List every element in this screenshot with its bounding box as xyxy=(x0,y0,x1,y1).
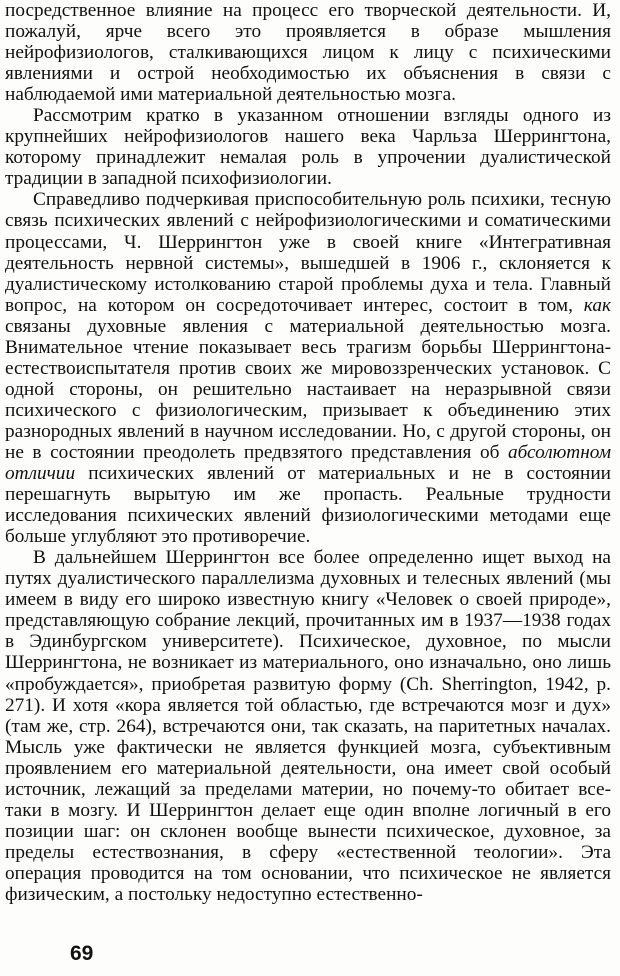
text-segment: Справедливо подчеркивая приспособительную роль психики, тесную связь психических явлений с нейрофизиологическими и соматическими процессами, Ч. Шеррингтон уже в своей книге «Интегративная деятельность нервной системы», вышедшей в 1906 г., склоняется к дуалистическому истолкованию старой проблемы духа и тела. Главный вопрос, на котором он сосредоточивает интерес, состоит в том, xyxy=(5,189,611,316)
italic-emphasis: как xyxy=(583,294,611,316)
text-segment: психических явлений от материальных и не в состоянии перешагнуть вырытую им же пропасть. Реальные трудности исследования психических явлений физиологическими методами еще больше углубляют это противоречие. xyxy=(5,463,611,548)
italic-emphasis: абсолютном отличии xyxy=(5,441,611,485)
body-text xyxy=(5,0,611,905)
text-segment: связаны духовные явления с материальной деятельностью мозга. Внимательное чтение показывает весь трагизм борьбы Шеррингтона-естествоиспытателя против своих же мировоззренческих установок. С одной стороны, он решительно настаивает на неразрывной связи психического с физиологическим, призывает к объединению этих разнородных явлений в научном исследовании. Но, с другой стороны, он не в состоянии преодолеть предвзятого представления об xyxy=(5,315,611,463)
text-segment: Рассмотрим кратко в указанном отношении взгляды одного из крупнейших нейрофизиологов нашего века Чарльза Шеррингтона, которому принадлежит немалая роль в упрочении дуалистической традиции в западной психофизиологии. xyxy=(5,105,611,190)
paragraph-2 xyxy=(5,189,611,547)
paragraph-1 xyxy=(5,105,611,189)
paragraph-3 xyxy=(5,547,611,905)
text-segment: посредственное влияние на процесс его творческой деятельности. И, пожалуй, ярче всего это проявляется в образе мышления нейрофизиологов, сталкивающихся лицом к лицу с психическими явлениями и острой необходимостью их объяснения в связи с наблюдаемой ими материальной деятельностью мозга. xyxy=(5,0,611,106)
page-number: 69 xyxy=(70,942,94,965)
text-segment: В дальнейшем Шеррингтон все более определенно ищет выход на путях дуалистического параллелизма духовных и телесных явлений (мы имеем в виду его широко известную книгу «Человек о своей природе», представляющую собрание лекций, прочитанных им в 1937—1938 годах в Эдинбургском университете). Психическое, духовное, по мысли Шеррингтона, не возникает из материального, оно изначально, оно лишь «пробуждается», приобретая развитую форму (Ch. Sherrington, 1942, p. 271). И хотя «кора является той областью, где встречаются мозг и дух» (там же, стр. 264), встречаются они, так сказать, на паритетных началах. Мысль уже фактически не является функцией мозга, субъективным проявлением его материальной деятельности, она имеет свой особый источник, лежащий за пределами материи, но почему-то обитает все-таки в мозгу. И Шеррингтон делает еще один вполне логичный в его позиции шаг: он склонен вообще вынести психическое, духовное, за пределы естествознания, в сферу «естественной теологии». Эта операция проводится на том основании, что психическое не является физическим, а постольку недоступно естественно- xyxy=(5,547,611,905)
paragraph-0 xyxy=(5,0,611,105)
